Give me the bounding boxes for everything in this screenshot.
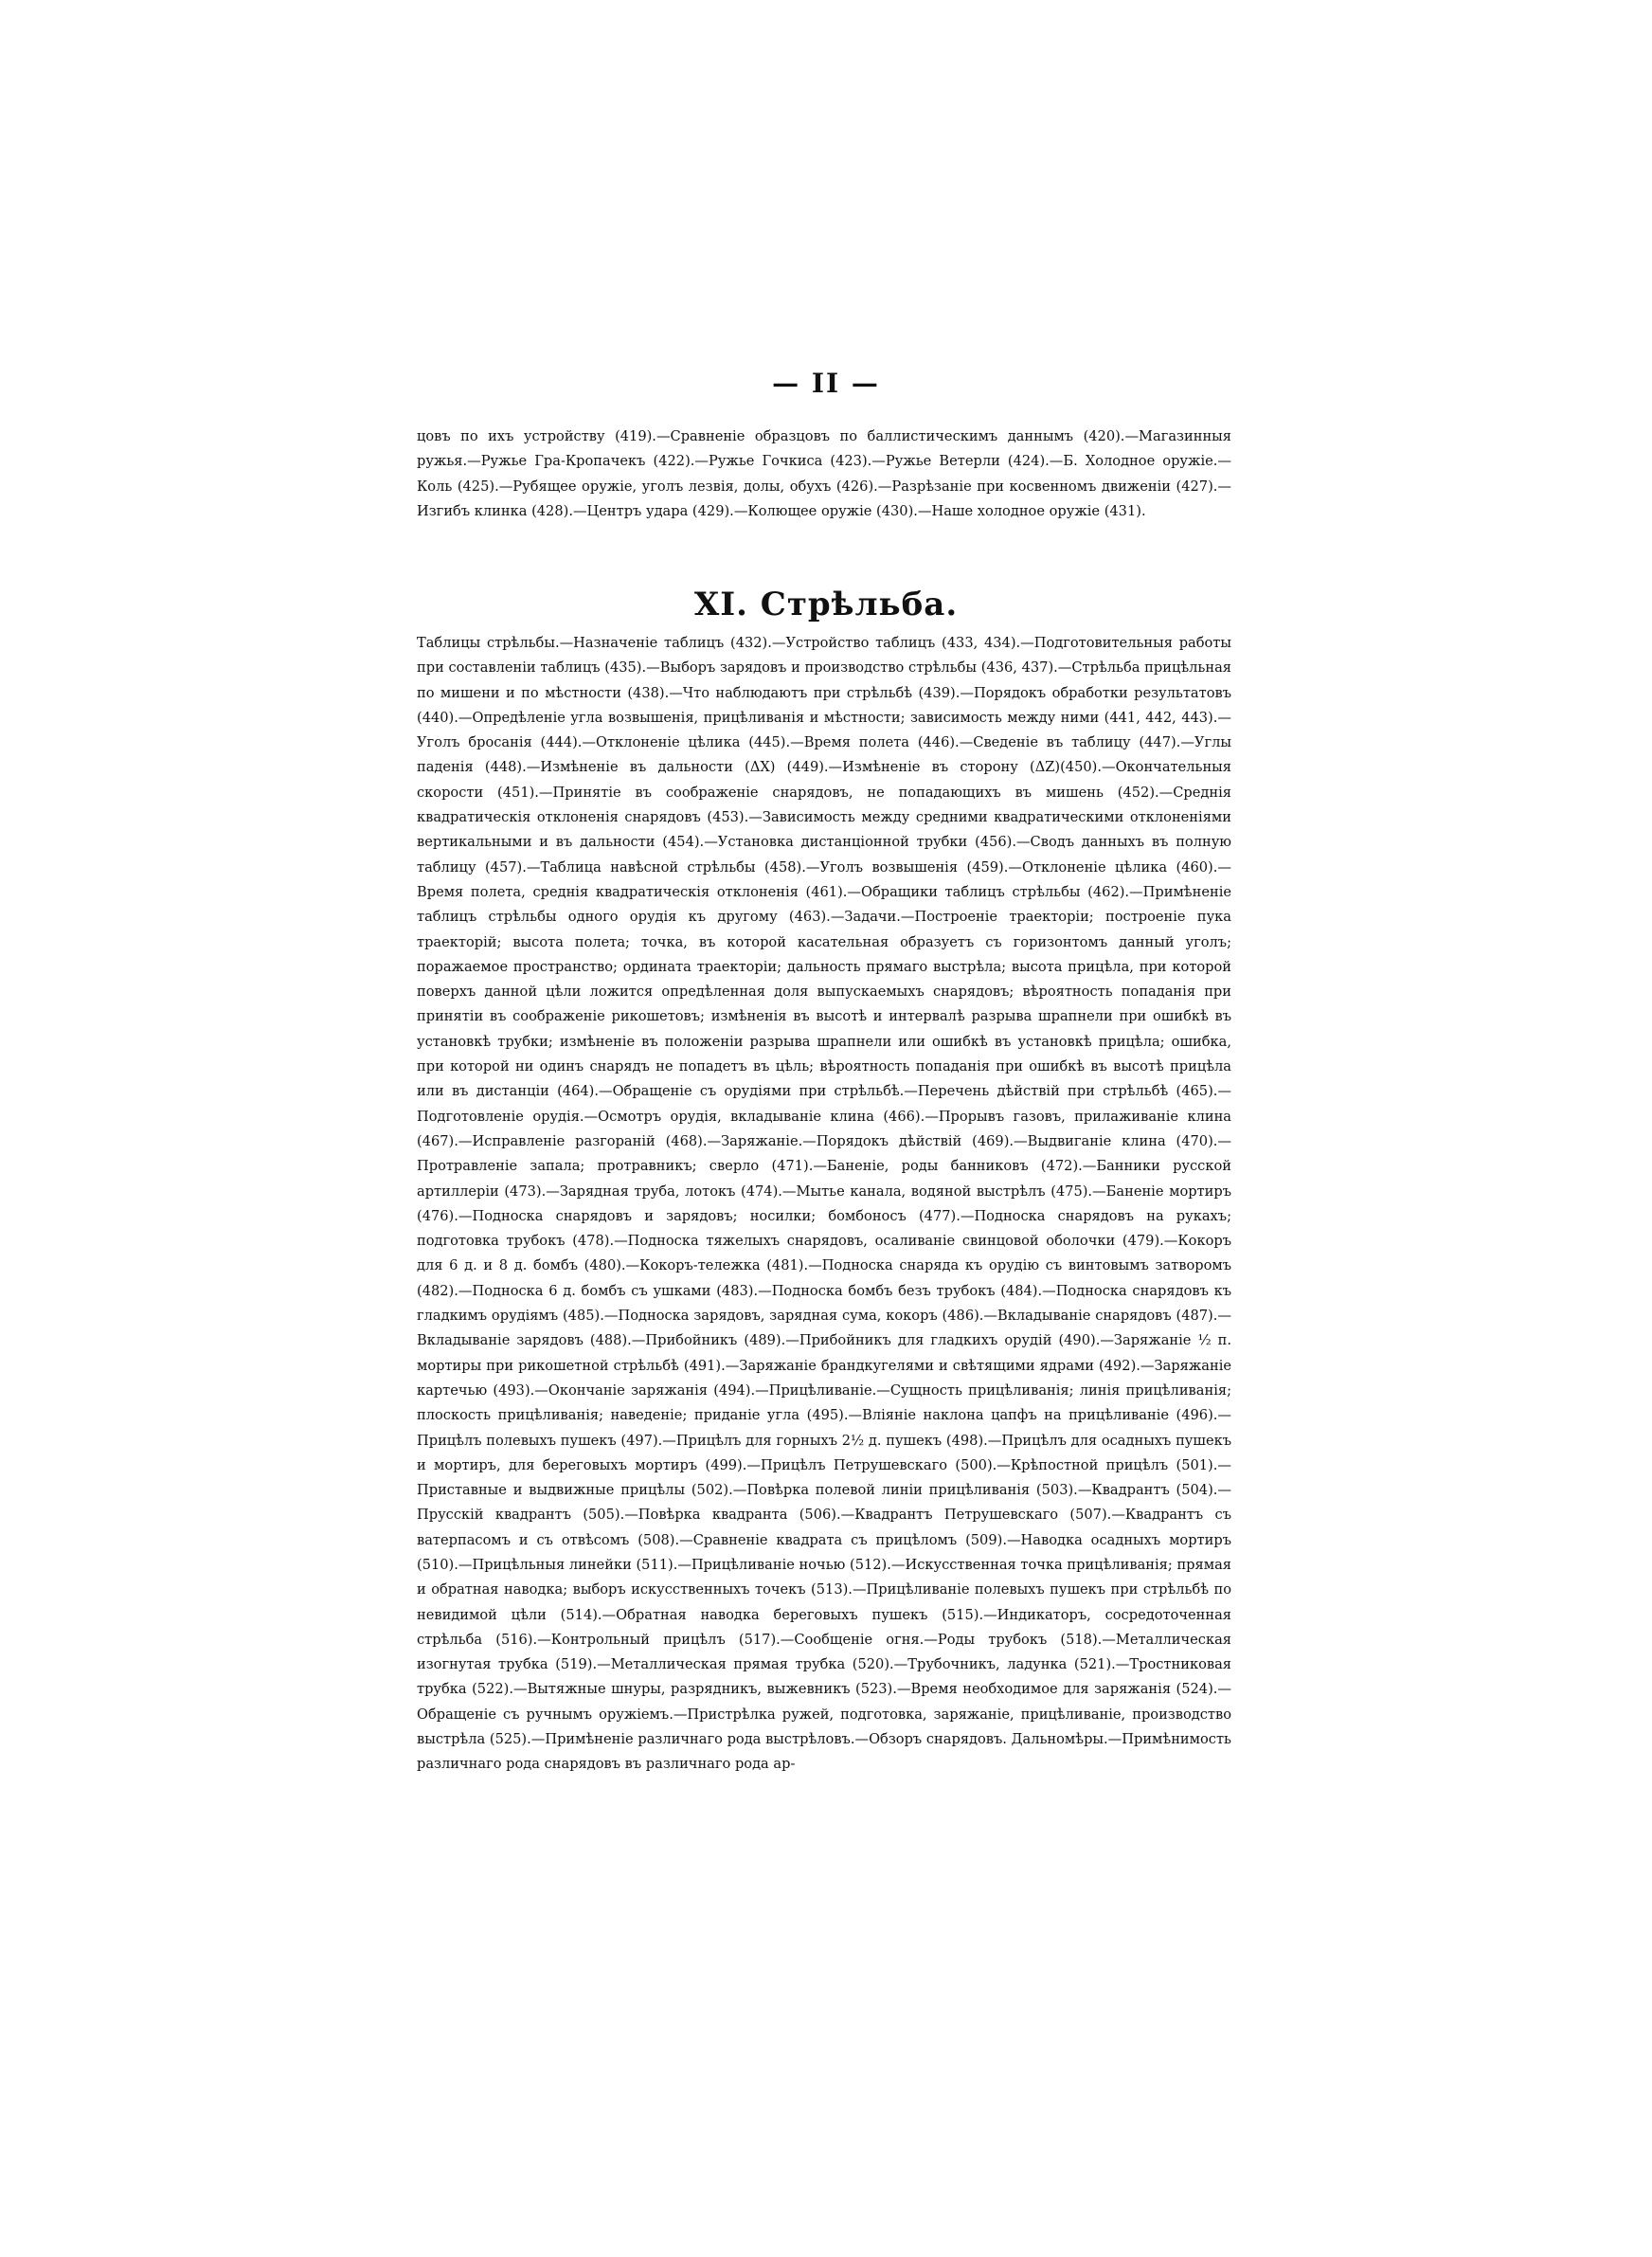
page-number: — II —: [772, 368, 880, 399]
intro-paragraph: цовъ по ихъ устройству (419).—Сравненіе образцовъ по баллистическимъ даннымъ (420).—Магазинныя ружья.—Ружье Гра-Кропачекъ (422).—Ружье Гочкиса (423).—Ружье Ветерли (424).—Б. Холодное оружіе.—Коль (425).—Рубящее оружіе, уголъ лезвія, долы, обухъ (426).—Разрѣзаніе при косвенномъ движеніи (427).—Изгибъ клинка (428).—Центръ удара (429).—Колющее оружіе (430).—Наше холодное оружіе (431).: [417, 428, 1231, 519]
section-title: XI. Стрѣльба.: [693, 586, 959, 623]
intro-paragraph-block: [417, 424, 1231, 524]
section-paragraph-block: [417, 631, 1231, 1778]
section-paragraph: Таблицы стрѣльбы.—Назначеніе таблицъ (432).—Устройство таблицъ (433, 434).—Подготовительныя работы при составленіи таблицъ (435).—Выборъ зарядовъ и производство стрѣльбы (436, 437).—Стрѣльба прицѣльная по мишени и по мѣстности (438).—Что наблюдаютъ при стрѣльбѣ (439).—Порядокъ обработки результатовъ (440).—Опредѣленіе угла возвышенія, прицѣливанія и мѣстности; зависимость между ними (441, 442, 443).—Уголъ бросанія (444).—Отклоненіе цѣлика (445).—Время полета (446).—Сведеніе въ таблицу (447).—Углы паденія (448).—Измѣненіе въ дальности (ΔX) (449).—Измѣненіе въ сторону (ΔZ)(450).—Окончательныя скорости (451).—Принятіе въ соображеніе снарядовъ, не попадающихъ въ мишень (452).—Среднія квадратическія отклоненія снарядовъ (453).—Зависимость между средними квадратическими отклоненіями вертикальными и въ дальности (454).—Установка дистанціонной трубки (456).—Сводъ данныхъ въ полную таблицу (457).—Таблица навѣсной стрѣльбы (458).—Уголъ возвышенія (459).—Отклоненіе цѣлика (460).—Время полета, среднія квадратическія отклоненія (461).—Обращики таблицъ стрѣльбы (462).—Примѣненіе таблицъ стрѣльбы одного орудія къ другому (463).—Задачи.—Построеніе траекторіи; построеніе пука траекторій; высота полета; точка, въ которой касательная образуетъ съ горизонтомъ данный уголъ; поражаемое пространство; ордината траекторіи; дальность прямаго выстрѣла; высота прицѣла, при которой поверхъ данной цѣли ложится опредѣленная доля выпускаемыхъ снарядовъ; вѣроятность попаданія при принятіи въ соображеніе рикошетовъ; измѣненія въ высотѣ и интервалѣ разрыва шрапнели при ошибкѣ въ установкѣ трубки; измѣненіе въ положеніи разрыва шрапнели или ошибкѣ въ установкѣ прицѣла; ошибка, при которой ни одинъ снарядъ не попадетъ въ цѣль; вѣроятность попаданія при ошибкѣ въ высотѣ прицѣла или въ дистанціи (464).—Обращеніе съ орудіями при стрѣльбѣ.—Перечень дѣйствій при стрѣльбѣ (465).—Подготовленіе орудія.—Осмотръ орудія, вкладываніе клина (466).—Прорывъ газовъ, прилаживаніе клина (467).—Исправленіе разгораній (468).—Заряжаніе.—Порядокъ дѣйствій (469).—Выдвиганіе клина (470).—Протравленіе запала; протравникъ; сверло (471).—Баненіе, роды банниковъ (472).—Банники русской артиллеріи (473).—Зарядная труба, лотокъ (474).—Мытье канала, водяной выстрѣлъ (475).—Баненіе мортиръ (476).—Подноска снарядовъ и зарядовъ; носилки; бомбоносъ (477).—Подноска снарядовъ на рукахъ; подготовка трубокъ (478).—Подноска тяжелыхъ снарядовъ, осаливаніе свинцовой оболочки (479).—Кокоръ для 6 д. и 8 д. бомбъ (480).—Кокоръ-тележка (481).—Подноска снаряда къ орудію съ винтовымъ затворомъ (482).—Подноска 6 д. бомбъ съ ушками (483).—Подноска бомбъ безъ трубокъ (484).—Подноска снарядовъ къ гладкимъ орудіямъ (485).—Подноска зарядовъ, зарядная сума, кокоръ (486).—Вкладываніе снарядовъ (487).—Вкладываніе зарядовъ (488).—Прибойникъ (489).—Прибойникъ для гладкихъ орудій (490).—Заряжаніе ½ п. мортиры при рикошетной стрѣльбѣ (491).—Заряжаніе брандкугелями и свѣтящими ядрами (492).—Заряжаніе картечью (493).—Окончаніе заряжанія (494).—Прицѣливаніе.—Сущность прицѣливанія; линія прицѣливанія; плоскость прицѣливанія; наведеніе; приданіе угла (495).—Вліяніе наклона цапфъ на прицѣливаніе (496).—Прицѣлъ полевыхъ пушекъ (497).—Прицѣлъ для горныхъ 2½ д. пушекъ (498).—Прицѣлъ для осадныхъ пушекъ и мортиръ, для береговыхъ мортиръ (499).—Прицѣлъ Петрушевскаго (500).—Крѣпостной прицѣлъ (501).—Приставные и выдвижные прицѣлы (502).—Повѣрка полевой линіи прицѣливанія (503).—Квадрантъ (504).—Прусскій квадрантъ (505).—Повѣрка квадранта (506).—Квадрантъ Петрушевскаго (507).—Квадрантъ съ ватерпасомъ и съ отвѣсомъ (508).—Сравненіе квадрата съ прицѣломъ (509).—Наводка осадныхъ мортиръ (510).—Прицѣльныя линейки (511).—Прицѣливаніе ночью (512).—Искусственная точка прицѣливанія; прямая и обратная наводка; выборъ искусственныхъ точекъ (513).—Прицѣливаніе полевыхъ пушекъ при стрѣльбѣ по невидимой цѣли (514).—Обратная наводка береговыхъ пушекъ (515).—Индикаторъ, сосредоточенная стрѣльба (516).—Контрольный прицѣлъ (517).—Сообщеніе огня.—Роды трубокъ (518).—Металлическая изогнутая трубка (519).—Металлическая прямая трубка (520).—Трубочникъ, ладунка (521).—Тростниковая трубка (522).—Вытяжные шнуры, разрядникъ, выжевникъ (523).—Время необходимое для заряжанія (524).—Обращеніе съ ручнымъ оружіемъ.—Пристрѣлка ружей, подготовка, заряжаніе, прицѣливаніе, производство выстрѣла (525).—Примѣненіе различнаго рода выстрѣловъ.—Обзоръ снарядовъ. Дальномѣры.—Примѣнимость различнаго рода снарядовъ въ различнаго рода ар-: [417, 635, 1231, 1773]
